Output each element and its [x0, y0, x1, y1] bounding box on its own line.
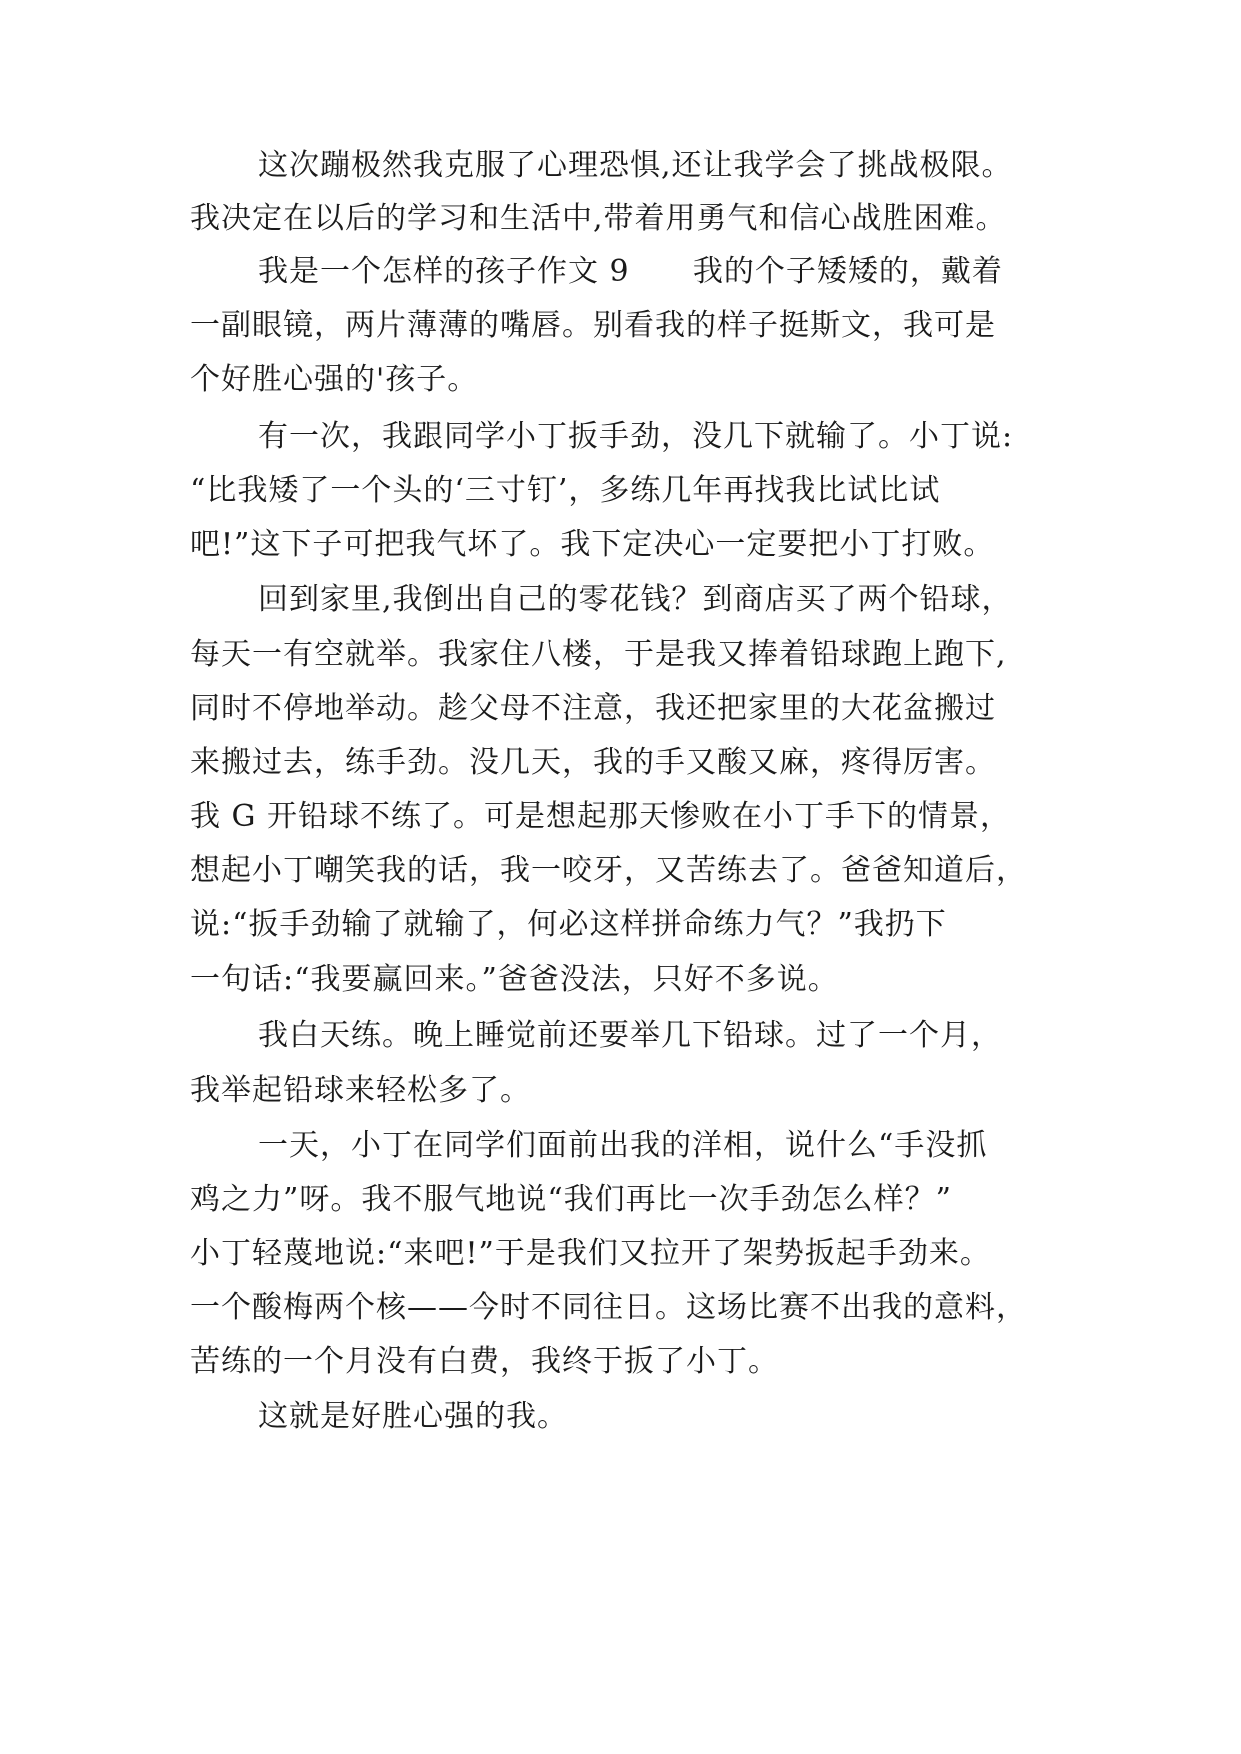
- text-line: 有一次，我跟同学小丁扳手劲，没几下就输了。小丁说:: [258, 419, 1014, 454]
- text-line: 一副眼镜，两片薄薄的嘴唇。别看我的样子挺斯文，我可是: [190, 308, 996, 343]
- text-line: 想起小丁嘲笑我的话，我一咬牙，又苦练去了。爸爸知道后，: [190, 853, 1027, 888]
- text-line: 我白天练。晚上睡觉前还要举几下铅球。过了一个月，: [258, 1018, 1002, 1053]
- text-line: 我举起铅球来轻松多了。: [190, 1073, 531, 1108]
- text-line: 一天，小丁在同学们面前出我的洋相，说什么“手没抓: [258, 1128, 988, 1163]
- text-line: 一句话:“我要赢回来。”爸爸没法，只好不多说。: [190, 962, 839, 997]
- text-line: 这次蹦极然我克服了心理恐惧,还让我学会了挑战极限。: [258, 148, 1013, 183]
- text-line: 鸡之力”呀。我不服气地说“我们再比一次手劲怎么样？”: [190, 1182, 953, 1217]
- text-line: 苦练的一个月没有白费，我终于扳了小丁。: [190, 1344, 779, 1379]
- text-line: 这就是好胜心强的我。: [258, 1399, 568, 1434]
- text-line: 我决定在以后的学习和生活中,带着用勇气和信心战胜困难。: [190, 201, 1007, 236]
- text-line: 一个酸梅两个核——今时不同往日。这场比赛不出我的意料，: [190, 1290, 1027, 1325]
- text-line: 个好胜心强的'孩子。: [190, 362, 479, 397]
- text-line: 小丁轻蔑地说:“来吧!”于是我们又拉开了架势扳起手劲来。: [190, 1236, 991, 1271]
- text-line: “比我矮了一个头的‘三寸钉’，多练几年再找我比试比试: [190, 473, 941, 508]
- text-line: 说:“扳手劲输了就输了，何必这样拼命练力气？”我扔下: [190, 907, 947, 942]
- text-line: 吧!”这下子可把我气坏了。我下定决心一定要把小丁打败。: [190, 527, 995, 562]
- text-line: 我 G 开铅球不练了。可是想起那天惨败在小丁手下的情景，: [190, 799, 1012, 834]
- text-line: 回到家里,我倒出自己的零花钱？到商店买了两个铅球，: [258, 582, 1013, 617]
- text-line: 同时不停地举动。趁父母不注意，我还把家里的大花盆搬过: [190, 691, 996, 726]
- text-line: 每天一有空就举。我家住八楼，于是我又捧着铅球跑上跑下,: [190, 637, 1007, 672]
- text-line: 来搬过去，练手劲。没几天，我的手又酸又麻，疼得厉害。: [190, 745, 996, 780]
- text-line: 我是一个怎样的孩子作文 9 我的个子矮矮的，戴着: [258, 254, 1003, 289]
